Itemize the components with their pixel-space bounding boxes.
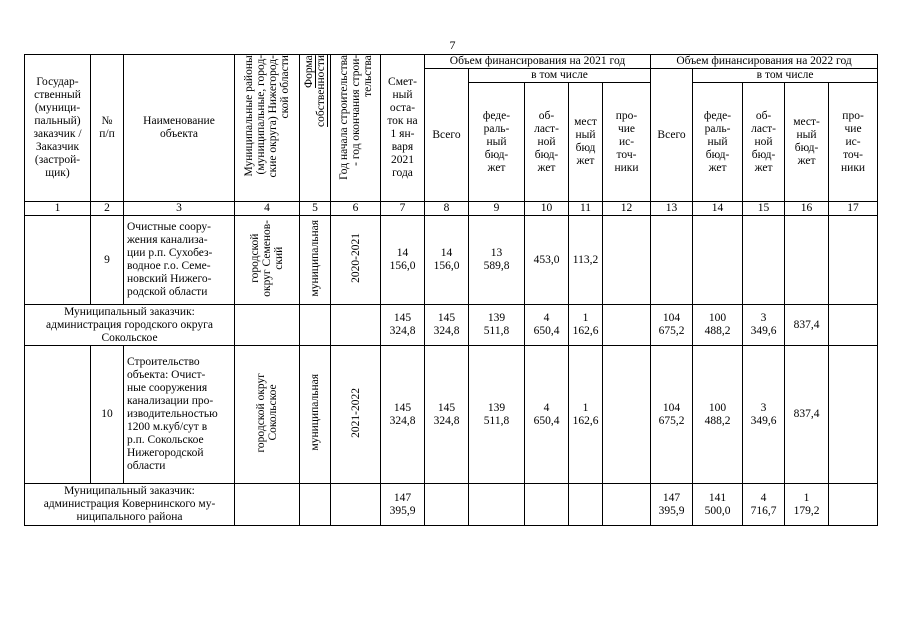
- local-2021: 113,2: [569, 216, 603, 305]
- col-number: 2: [91, 202, 124, 216]
- header-fin-2022: Объем финансирования на 2022 год: [651, 55, 878, 69]
- local-2022: [785, 216, 829, 305]
- federal-2021: 139 511,8: [469, 346, 525, 484]
- local-2021: 1 162,6: [569, 305, 603, 346]
- ownership: муниципальная: [300, 346, 331, 484]
- regional-2022: 3 349,6: [743, 346, 785, 484]
- years: 2020-2021: [331, 216, 381, 305]
- local-2022: 837,4: [785, 305, 829, 346]
- col-number: 1: [25, 202, 91, 216]
- regional-2021: 4 650,4: [525, 305, 569, 346]
- header-other-2021: про- чие ис- точ- ники: [603, 83, 651, 202]
- header-incl-2021: в том числе: [469, 69, 651, 83]
- other-2021: [603, 216, 651, 305]
- ownership: муниципальная: [300, 216, 331, 305]
- col-number: 13: [651, 202, 693, 216]
- header-local-2022: мест- ный бюд- жет: [785, 83, 829, 202]
- col-number: 15: [743, 202, 785, 216]
- col-number: 8: [425, 202, 469, 216]
- col-number: 11: [569, 202, 603, 216]
- table-row-customer-koverninsky: [25, 484, 878, 526]
- regional-2022: 3 349,6: [743, 305, 785, 346]
- header-districts: Муниципальные районы (муниципальные, город- ские округа) Нижегород- ской области: [235, 55, 300, 202]
- header-estimate: Смет- ный оста- ток на 1 ян- варя 2021 года: [381, 55, 425, 202]
- regional-2022: [743, 216, 785, 305]
- other-2021: [603, 484, 651, 526]
- federal-2022: 100 488,2: [693, 305, 743, 346]
- table-row-object-10: [25, 346, 878, 484]
- other-2022: [829, 216, 878, 305]
- financing-table: [24, 54, 878, 526]
- federal-2021: 139 511,8: [469, 305, 525, 346]
- col-number: 4: [235, 202, 300, 216]
- federal-2022: 100 488,2: [693, 346, 743, 484]
- header-other-2022: про- чие ис- точ- ники: [829, 83, 878, 202]
- col-number: 3: [124, 202, 235, 216]
- col-number: 5: [300, 202, 331, 216]
- district: городской округ Сокольское: [235, 346, 300, 484]
- col-number: 16: [785, 202, 829, 216]
- col-number: 14: [693, 202, 743, 216]
- customer-label: Муниципальный заказчик: администрация Ковернинского му- ниципального района: [25, 484, 235, 526]
- header-years: Год начала строительства - год окончания строи- тельства: [331, 55, 381, 202]
- regional-2022: 4 716,7: [743, 484, 785, 526]
- header-regional-2021: об- ласт- ной бюд- жет: [525, 83, 569, 202]
- header-name: Наименование объекта: [124, 55, 235, 202]
- federal-2022: [693, 216, 743, 305]
- page-number: 7: [449, 38, 456, 52]
- col-number: 6: [331, 202, 381, 216]
- federal-2021: [469, 484, 525, 526]
- header-regional-2022: об- ласт- ной бюд- жет: [743, 83, 785, 202]
- col-number: 10: [525, 202, 569, 216]
- table-row-object-9: [25, 216, 878, 305]
- customer-label: Муниципальный заказчик: администрация городского округа Сокольское: [25, 305, 235, 346]
- col-number: 17: [829, 202, 878, 216]
- regional-2021: [525, 484, 569, 526]
- header-incl-2022: в том числе: [693, 69, 878, 83]
- row-number: 10: [91, 346, 124, 484]
- estimate-value: 145 324,8: [381, 305, 425, 346]
- customer-cell: [25, 216, 91, 305]
- total-2022: [651, 216, 693, 305]
- other-2022: [829, 484, 878, 526]
- col-number: 9: [469, 202, 525, 216]
- other-2021: [603, 305, 651, 346]
- federal-2022: 141 500,0: [693, 484, 743, 526]
- local-2021: [569, 484, 603, 526]
- empty-cell: [235, 484, 300, 526]
- header-fin-2021: Объем финансирования на 2021 год: [425, 55, 651, 69]
- other-2021: [603, 346, 651, 484]
- local-2022: 837,4: [785, 346, 829, 484]
- empty-cell: [331, 305, 381, 346]
- header-federal-2022: феде- раль- ный бюд- жет: [693, 83, 743, 202]
- estimate-value: 14 156,0: [381, 216, 425, 305]
- total-2022: 147 395,9: [651, 484, 693, 526]
- estimate-value: 147 395,9: [381, 484, 425, 526]
- col-number: 12: [603, 202, 651, 216]
- row-number: 9: [91, 216, 124, 305]
- header-ownership: Форма собственности: [300, 55, 331, 202]
- column-number-row: [25, 202, 878, 216]
- district: городской округ Семенов- ский: [235, 216, 300, 305]
- total-2021: 14 156,0: [425, 216, 469, 305]
- table-row-customer-sokolskoe: [25, 305, 878, 346]
- object-name: Очистные соору- жения канализа- ции р.п. Сухобез- водное г.о. Семе- новский Нижего- родской области: [124, 216, 235, 305]
- header-num: № п/п: [91, 55, 124, 202]
- total-2022: 104 675,2: [651, 346, 693, 484]
- object-name: Строительство объекта: Очист- ные сооружения канализации про- изводительностью 1200 м.куб/сут в р.п. Сокольское Нижегородской области: [124, 346, 235, 484]
- header-local-2021: мест ный бюд жет: [569, 83, 603, 202]
- estimate-value: 145 324,8: [381, 346, 425, 484]
- customer-cell: [25, 346, 91, 484]
- empty-cell: [235, 305, 300, 346]
- other-2022: [829, 305, 878, 346]
- total-2022: 104 675,2: [651, 305, 693, 346]
- col-number: 7: [381, 202, 425, 216]
- header-total-2022: Всего: [651, 69, 693, 202]
- regional-2021: 4 650,4: [525, 346, 569, 484]
- other-2022: [829, 346, 878, 484]
- empty-cell: [300, 484, 331, 526]
- total-2021: 145 324,8: [425, 346, 469, 484]
- header-total-2021: Всего: [425, 69, 469, 202]
- header-customer: Государ- ственный (муници- пальный) заказчик / Заказчик (застрой- щик): [25, 55, 91, 202]
- total-2021: [425, 484, 469, 526]
- empty-cell: [300, 305, 331, 346]
- empty-cell: [331, 484, 381, 526]
- local-2022: 1 179,2: [785, 484, 829, 526]
- header-federal-2021: феде- раль- ный бюд- жет: [469, 83, 525, 202]
- years: 2021-2022: [331, 346, 381, 484]
- local-2021: 1 162,6: [569, 346, 603, 484]
- federal-2021: 13 589,8: [469, 216, 525, 305]
- total-2021: 145 324,8: [425, 305, 469, 346]
- regional-2021: 453,0: [525, 216, 569, 305]
